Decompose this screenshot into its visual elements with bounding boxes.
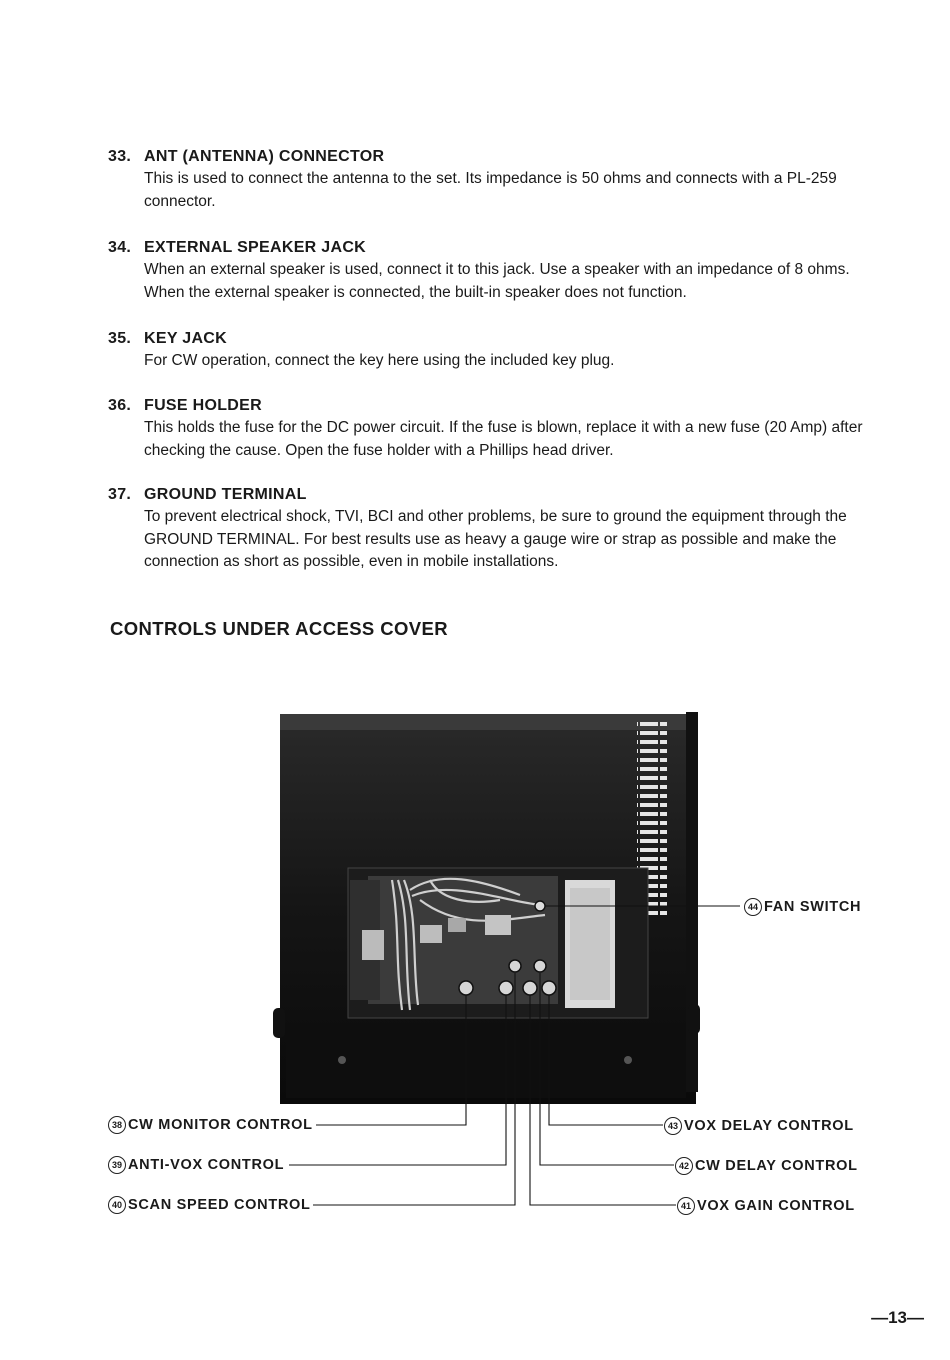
item-title: GROUND TERMINAL xyxy=(144,486,307,503)
item-number: 36. xyxy=(108,397,132,414)
callout-label: ANTI-VOX CONTROL xyxy=(128,1157,285,1173)
item-body: To prevent electrical shock, TVI, BCI and other problems, be sure to ground the equipment through the GROUND TERMINAL. For best results use as heavy a gauge wire or strap as possible and make the connection as short as possible, even in mobile installations. xyxy=(144,508,847,570)
callout-vox-gain xyxy=(677,1197,855,1215)
callout-cw-monitor xyxy=(108,1116,313,1134)
callout-label: VOX DELAY CONTROL xyxy=(684,1118,854,1134)
item-body: When an external speaker is used, connect it to this jack. Use a speaker with an impedance of 8 ohms. When the external speaker is connected, the built-in speaker does not function. xyxy=(144,261,850,301)
item-body: For CW operation, connect the key here using the included key plug. xyxy=(144,352,615,369)
callout-scan-speed xyxy=(108,1196,311,1214)
callout-number: 41 xyxy=(677,1197,695,1215)
item-title: EXTERNAL SPEAKER JACK xyxy=(144,239,367,256)
page-number: —13— xyxy=(871,1308,924,1327)
callout-label: VOX GAIN CONTROL xyxy=(697,1198,855,1214)
item-title: KEY JACK xyxy=(144,330,228,347)
item-number: 34. xyxy=(108,239,132,256)
callout-cw-delay xyxy=(675,1157,858,1175)
callout-label: SCAN SPEED CONTROL xyxy=(128,1197,311,1213)
callout-label: FAN SWITCH xyxy=(764,899,862,915)
fan-switch xyxy=(535,901,545,911)
item-number: 33. xyxy=(108,148,132,165)
item-body: This is used to connect the antenna to the set. Its impedance is 50 ohms and connects with a PL-259 connector. xyxy=(144,170,837,210)
callout-number: 42 xyxy=(675,1157,693,1175)
item-title: ANT (ANTENNA) CONNECTOR xyxy=(144,148,385,165)
callout-label: CW MONITOR CONTROL xyxy=(128,1117,313,1133)
callout-number: 38 xyxy=(108,1116,126,1134)
callout-fan-switch xyxy=(744,898,861,916)
item-title: FUSE HOLDER xyxy=(144,397,262,414)
item-number: 35. xyxy=(108,330,132,347)
item-body: This holds the fuse for the DC power circuit. If the fuse is blown, replace it with a new fuse (20 Amp) after checking the cause. Open the fuse holder with a Phillips head driver. xyxy=(144,419,863,459)
callout-number: 39 xyxy=(108,1156,126,1174)
callout-anti-vox xyxy=(108,1156,284,1174)
callout-number: 43 xyxy=(664,1117,682,1135)
item-number: 37. xyxy=(108,486,132,503)
callout-number: 40 xyxy=(108,1196,126,1214)
callout-number: 44 xyxy=(744,898,762,916)
callout-vox-delay xyxy=(664,1117,854,1135)
section-title: CONTROLS UNDER ACCESS COVER xyxy=(110,618,449,639)
callout-label: CW DELAY CONTROL xyxy=(695,1158,858,1174)
